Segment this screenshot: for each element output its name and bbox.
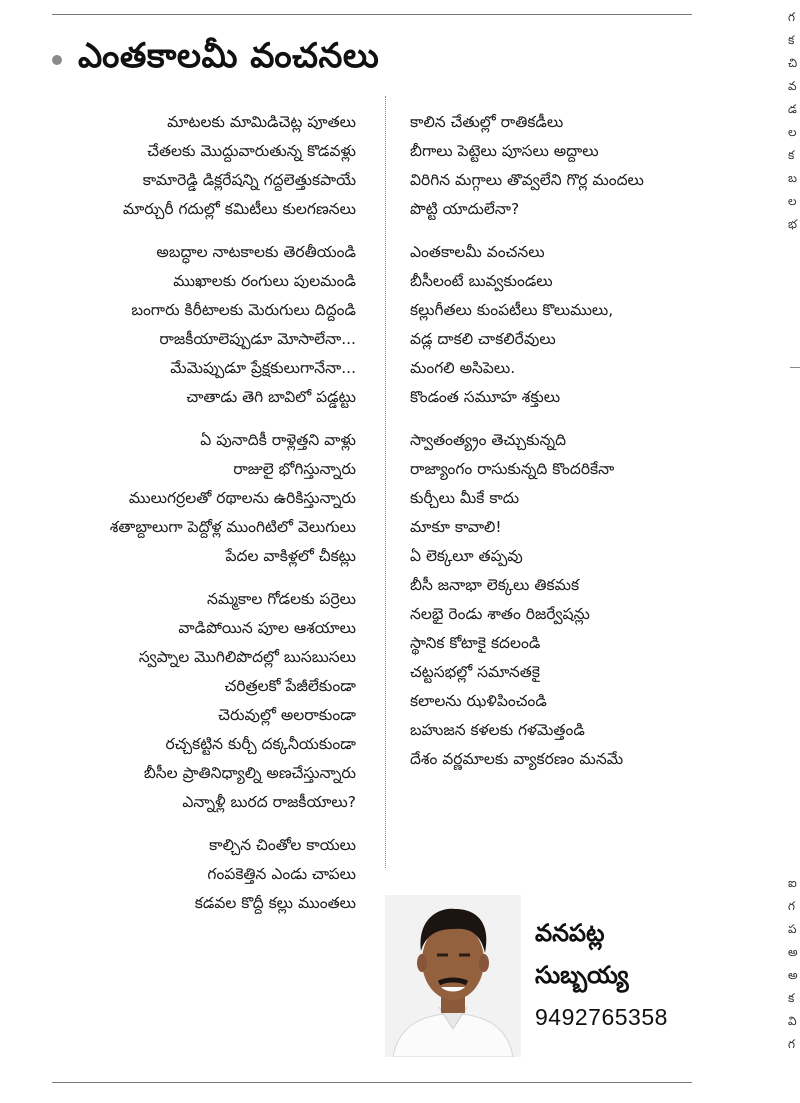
edge-glyph: అ <box>788 968 798 982</box>
poem-line: కల్లుగీతలు కుంపటీలు కొలుములు, <box>410 301 614 319</box>
poem-line: రాజ్యాంగం రాసుకున్నది కొందరికేనా <box>410 460 615 478</box>
poem-line: కుర్చీలు మీకే కాదు <box>410 489 520 507</box>
edge-glyph: గ <box>788 1037 795 1051</box>
poem-line: నలభై రెండు శాతం రిజర్వేషన్లు <box>410 605 590 623</box>
poem-line: కొండంత సమూహ శక్తులు <box>410 388 561 406</box>
author-first-name: వనపట్ల <box>535 919 605 947</box>
poem-right-column <box>410 108 710 788</box>
poem-line: స్వాతంత్య్రం తెచ్చుకున్నది <box>410 431 567 449</box>
bottom-rule <box>52 1082 692 1083</box>
poem-line: మాకూ కావాలి! <box>410 518 502 536</box>
left-stanza <box>10 831 356 918</box>
poem-line: చరిత్రలకో పేజీలేకుండా <box>224 677 356 695</box>
poem-line: బహుజన కళలకు గళమెత్తండి <box>410 721 585 739</box>
author-photo <box>385 895 521 1057</box>
left-stanza <box>10 426 356 571</box>
right-stanza <box>410 108 710 224</box>
poem-line: మాటలకు మామిడిచెట్ల పూతలు <box>167 113 356 131</box>
poem-line: వడ్ల దాకలి చాకలిరేవులు <box>410 330 556 348</box>
poem-line: పేదల వాకిళ్లలో చీకట్లు <box>225 547 356 565</box>
poem-line: కాల్చిన చింతోల కాయలు <box>209 836 356 854</box>
title-text: ఎంతకాలమీ వంచనలు <box>78 36 380 76</box>
edge-glyph: చి <box>788 56 798 70</box>
article-title <box>52 36 379 84</box>
poem-line: విరిగిన మగ్గాలు తొవ్వలేని గొర్ల మందలు <box>410 171 644 189</box>
left-stanza <box>10 108 356 224</box>
poem-line: అబద్ధాల నాటకాలకు తెరతీయండి <box>156 243 356 261</box>
edge-glyph: గ <box>788 10 795 24</box>
author-phone: 9492765358 <box>535 1004 668 1030</box>
right-stanza <box>410 426 710 774</box>
poem-line: బీసీల ప్రాతినిధ్యాల్ని అణచేస్తున్నారు <box>143 764 356 782</box>
poem-line: పొట్టి యాదులేనా? <box>410 200 520 218</box>
edge-glyph: బ <box>788 171 798 185</box>
adjacent-column-rule <box>790 367 800 368</box>
poem-line: రాజకీయాలెప్పుడూ మోసాలేనా... <box>159 330 356 348</box>
edge-glyph: వ <box>788 79 797 93</box>
poem-line: స్వప్నాల మొగిలిపొదల్లో బుసబుసలు <box>138 648 356 666</box>
edge-glyph: క <box>788 991 795 1005</box>
poem-line: ఎంతకాలమీ వంచనలు <box>410 243 545 261</box>
edge-glyph: డ <box>788 102 797 116</box>
left-stanza <box>10 238 356 412</box>
edge-glyph: గ <box>788 899 795 913</box>
poem-line: బీగాలు పెట్టెలు పూసలు అద్దాలు <box>410 142 599 160</box>
poem-line: మార్చురీ గదుల్లో కమిటీలు కులగణనలు <box>122 200 356 218</box>
column-divider <box>385 96 386 868</box>
edge-glyph: అ <box>788 945 798 959</box>
poem-line: కాలిన చేతుల్లో రాతికడీలు <box>410 113 564 131</box>
edge-glyph: క <box>788 148 795 162</box>
poem-line: దేశం వర్ణమాలకు వ్యాకరణం మనమే <box>410 750 624 768</box>
poem-line: చేతలకు మొద్దువారుతున్న కొడవళ్లు <box>147 142 356 160</box>
edge-glyph: వి <box>788 1014 797 1028</box>
poem-line: ఏ పునాదికీ రాళ్లెత్తని వాళ్లు <box>200 431 356 449</box>
adjacent-column-fragment-bottom <box>788 872 800 1056</box>
poem-line: మంగలి అసిపెలు. <box>410 359 516 377</box>
poem-line: చాతాడు తెగి బావిలో పడ్డట్టు <box>186 388 356 406</box>
poem-line: బీసీ జనాభా లెక్కలు తికమక <box>410 576 580 594</box>
left-stanza <box>10 585 356 817</box>
right-stanza <box>410 238 710 412</box>
edge-glyph: ల <box>788 194 797 208</box>
poem-line: ములుగర్రలతో రథాలను ఉరికిస్తున్నారు <box>128 489 356 507</box>
poem-line: బీసీలంటే బువ్వకుండలు <box>410 272 553 290</box>
poem-line: వాడిపోయిన పూల ఆశయాలు <box>178 619 356 637</box>
poem-line: స్థానిక కోటాకై కదలండి <box>410 634 541 652</box>
poem-line: మేమెప్పుడూ ప్రేక్షకులుగానేనా... <box>170 359 356 377</box>
poem-line: ఏ లెక్కలూ తప్పవు <box>410 547 523 565</box>
author-last-name: సుబ్బయ్య <box>535 961 629 989</box>
poem-line: రాజులై భోగిస్తున్నారు <box>233 460 356 478</box>
top-rule <box>52 14 692 15</box>
poem-line: రచ్చకట్టిన కుర్చీ దక్కనీయకుండా <box>165 735 356 753</box>
poem-line: కలాలను ఝళిపించండి <box>410 692 547 710</box>
poem-left-column <box>10 108 356 932</box>
poem-line: ముఖాలకు రంగులు పులమండి <box>173 272 356 290</box>
edge-glyph: ప <box>788 922 797 936</box>
poem-line: కడవల కొద్దీ కల్లు ముంతలు <box>194 894 356 912</box>
poem-line: చట్టసభల్లో సమానతకై <box>410 663 540 681</box>
edge-glyph: ల <box>788 125 797 139</box>
edge-glyph: క <box>788 33 795 47</box>
poem-line: శతాబ్దాలుగా పెద్దోళ్ల ముంగిటిలో వెలుగులు <box>109 518 356 536</box>
poem-line: నమ్మకాల గోడలకు పర్రెలు <box>206 590 356 608</box>
edge-glyph: భ <box>788 217 798 231</box>
poem-line: కామారెడ్డి డిక్లరేషన్ని గద్దలెత్తుకపాయే <box>142 171 356 189</box>
poem-line: బంగారు కిరీటాలకు మెరుగులు దిద్దండి <box>131 301 356 319</box>
author-info <box>535 912 668 1038</box>
poem-line: గంపకెత్తిన ఎండు చాపలు <box>207 865 356 883</box>
edge-glyph: ఐ <box>788 876 797 890</box>
title-bullet-icon <box>52 55 62 65</box>
adjacent-column-fragment-top <box>788 6 800 236</box>
author-portrait-icon <box>385 895 521 1057</box>
poem-line: ఎన్నాళ్లీ బురద రాజకీయాలు? <box>182 793 356 811</box>
poem-line: చెరువుల్లో అలరాకుండా <box>218 706 356 724</box>
